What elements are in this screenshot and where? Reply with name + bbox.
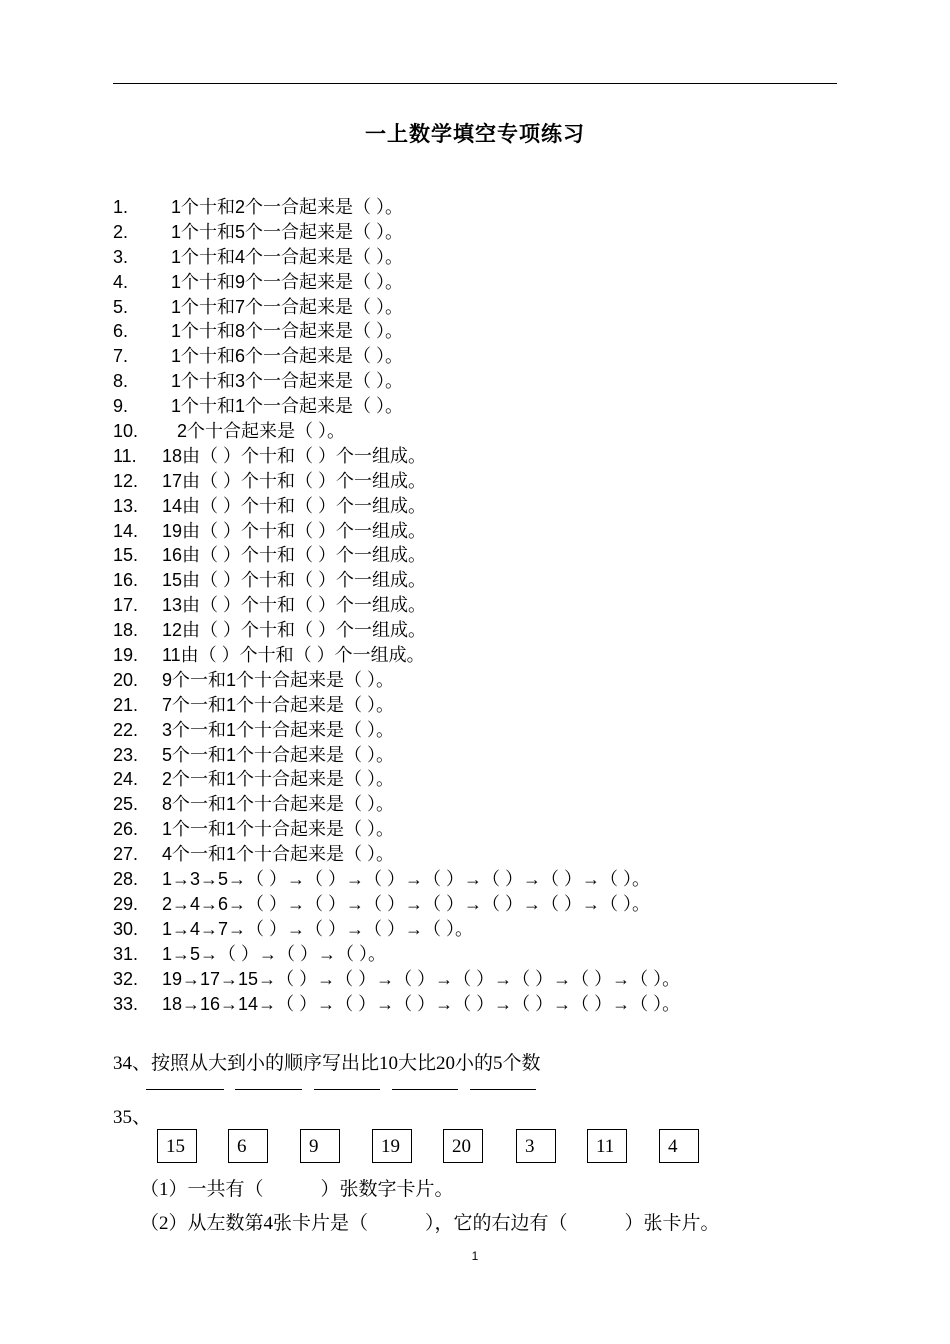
question-row xyxy=(113,494,873,519)
question-text: 5个一和1个十合起来是（ ）。 xyxy=(162,744,395,765)
question-text: 15由（ ）个十和（ ）个一组成。 xyxy=(162,570,427,591)
question-row xyxy=(113,743,873,768)
question-text: 3个一和1个十合起来是（ ）。 xyxy=(162,719,395,740)
question-text: 1→4→7→（ ）→（ ）→（ ）→（ ）。 xyxy=(162,918,474,939)
question-35-label: 35、 xyxy=(113,1107,152,1128)
question-number: 17. xyxy=(113,595,139,616)
question-row xyxy=(113,892,873,917)
question-text: 2个一和1个十合起来是（ ）。 xyxy=(162,769,395,790)
question-text: 1个十和2个一合起来是（ ）。 xyxy=(171,197,404,217)
question-number: 3. xyxy=(113,246,129,267)
number-card: 9 xyxy=(300,1129,340,1163)
question-text: 1个十和6个一合起来是（ ）。 xyxy=(171,346,404,367)
question-number: 7. xyxy=(113,346,129,367)
question-number: 15. xyxy=(113,545,139,566)
question-text: 1个十和8个一合起来是（ ）。 xyxy=(171,321,404,342)
question-text: 16由（ ）个十和（ ）个一组成。 xyxy=(162,545,427,566)
page-title: 一上数学填空专项练习 xyxy=(365,123,585,146)
question-number: 6. xyxy=(113,321,129,342)
question-text: 7个一和1个十合起来是（ ）。 xyxy=(162,694,395,715)
question-row xyxy=(113,220,873,245)
question-row xyxy=(113,295,873,320)
number-card: 6 xyxy=(228,1129,268,1163)
question-text: 1→3→5→（ ）→（ ）→（ ）→（ ）→（ ）→（ ）→（ ）。 xyxy=(162,869,651,890)
question-row xyxy=(113,942,873,967)
question-row xyxy=(113,195,873,220)
question-row xyxy=(113,967,873,992)
question-row xyxy=(113,419,873,444)
question-number: 33. xyxy=(113,993,139,1014)
question-number: 24. xyxy=(113,769,139,790)
question-number: 13. xyxy=(113,495,139,516)
header-rule xyxy=(113,83,837,84)
question-number: 19. xyxy=(113,645,139,666)
question-number: 31. xyxy=(113,943,139,964)
question-number: 26. xyxy=(113,819,139,840)
number-card: 4 xyxy=(659,1129,699,1163)
question-number: 20. xyxy=(113,669,139,690)
question-text: 1个十和4个一合起来是（ ）。 xyxy=(171,246,404,267)
question-text: 14由（ ）个十和（ ）个一组成。 xyxy=(162,495,427,516)
question-text: 17由（ ）个十和（ ）个一组成。 xyxy=(162,470,427,491)
question-text: 2个十合起来是（ ）。 xyxy=(177,421,346,442)
question-text: 12由（ ）个十和（ ）个一组成。 xyxy=(162,620,427,641)
question-row xyxy=(113,917,873,942)
question-row xyxy=(113,344,873,369)
question-text: 19由（ ）个十和（ ）个一组成。 xyxy=(162,520,427,541)
question-text: 1个十和7个一合起来是（ ）。 xyxy=(171,296,404,317)
question-number: 25. xyxy=(113,794,139,815)
answer-blank[interactable] xyxy=(470,1089,536,1090)
question-row xyxy=(113,767,873,792)
question-text: 4个一和1个十合起来是（ ）。 xyxy=(162,844,395,865)
question-row xyxy=(113,593,873,618)
question-number: 28. xyxy=(113,869,139,890)
answer-blank[interactable] xyxy=(235,1089,302,1090)
answer-blank[interactable] xyxy=(146,1089,224,1090)
question-row xyxy=(113,718,873,743)
question-row xyxy=(113,543,873,568)
question-number: 4. xyxy=(113,271,129,292)
question-number: 2. xyxy=(113,221,129,242)
question-row xyxy=(113,668,873,693)
question-number: 22. xyxy=(113,719,139,740)
question-text: 19→17→15→（ ）→（ ）→（ ）→（ ）→（ ）→（ ）→（ ）。 xyxy=(162,968,681,989)
page-number: 1 xyxy=(471,1249,479,1263)
question-number: 1. xyxy=(113,197,129,217)
question-number: 5. xyxy=(113,296,129,317)
question-row xyxy=(113,319,873,344)
question-text: 18→16→14→（ ）→（ ）→（ ）→（ ）→（ ）→（ ）→（ ）。 xyxy=(162,993,681,1014)
question-number: 30. xyxy=(113,918,139,939)
question-row xyxy=(113,568,873,593)
question-text: 11由（ ）个十和（ ）个一组成。 xyxy=(162,645,425,666)
question-text: 1个十和9个一合起来是（ ）。 xyxy=(171,271,404,292)
question-number: 16. xyxy=(113,570,139,591)
question-row xyxy=(113,842,873,867)
question-text: 1个十和5个一合起来是（ ）。 xyxy=(171,221,404,242)
question-number: 9. xyxy=(113,396,129,417)
question-text: 8个一和1个十合起来是（ ）。 xyxy=(162,794,395,815)
question-row xyxy=(113,792,873,817)
question-number: 32. xyxy=(113,968,139,989)
question-row xyxy=(113,618,873,643)
question-text: 13由（ ）个十和（ ）个一组成。 xyxy=(162,595,427,616)
number-card: 3 xyxy=(516,1129,556,1163)
question-row xyxy=(113,693,873,718)
question-text: 1个一和1个十合起来是（ ）。 xyxy=(162,819,395,840)
question-number: 8. xyxy=(113,371,129,392)
question-text: 1→5→（ ）→（ ）→（ ）。 xyxy=(162,943,387,964)
question-row xyxy=(113,817,873,842)
question-text: 1个十和1个一合起来是（ ）。 xyxy=(171,396,404,417)
question-number: 23. xyxy=(113,744,139,765)
question-35-part-1: （1）一共有（ ）张数字卡片。 xyxy=(140,1179,454,1200)
question-number: 21. xyxy=(113,694,139,715)
question-row xyxy=(113,469,873,494)
number-card: 19 xyxy=(372,1129,412,1163)
answer-blank[interactable] xyxy=(392,1089,458,1090)
number-card: 20 xyxy=(443,1129,483,1163)
question-text: 1个十和3个一合起来是（ ）。 xyxy=(171,371,404,392)
question-list xyxy=(113,195,873,1016)
number-card: 11 xyxy=(587,1129,627,1163)
question-row xyxy=(113,270,873,295)
question-34: 34、按照从大到小的顺序写出比10大比20小的5个数 xyxy=(113,1053,541,1074)
question-text: 18由（ ）个十和（ ）个一组成。 xyxy=(162,445,427,466)
question-number: 27. xyxy=(113,844,139,865)
question-35-part-2: （2）从左数第4张卡片是（ ），它的右边有（ ）张卡片。 xyxy=(140,1213,720,1234)
question-row xyxy=(113,394,873,419)
question-row xyxy=(113,519,873,544)
question-row xyxy=(113,643,873,668)
question-row xyxy=(113,444,873,469)
question-number: 14. xyxy=(113,520,139,541)
answer-blank[interactable] xyxy=(314,1089,380,1090)
question-row xyxy=(113,992,873,1017)
question-text: 2→4→6→（ ）→（ ）→（ ）→（ ）→（ ）→（ ）→（ ）。 xyxy=(162,893,651,914)
question-row xyxy=(113,867,873,892)
question-text: 9个一和1个十合起来是（ ）。 xyxy=(162,669,395,690)
number-card: 15 xyxy=(157,1129,197,1163)
question-number: 12. xyxy=(113,470,139,491)
question-number: 10. xyxy=(113,421,139,442)
question-row xyxy=(113,245,873,270)
question-number: 11. xyxy=(113,445,137,466)
question-row xyxy=(113,369,873,394)
question-number: 18. xyxy=(113,620,139,641)
question-number: 29. xyxy=(113,893,139,914)
